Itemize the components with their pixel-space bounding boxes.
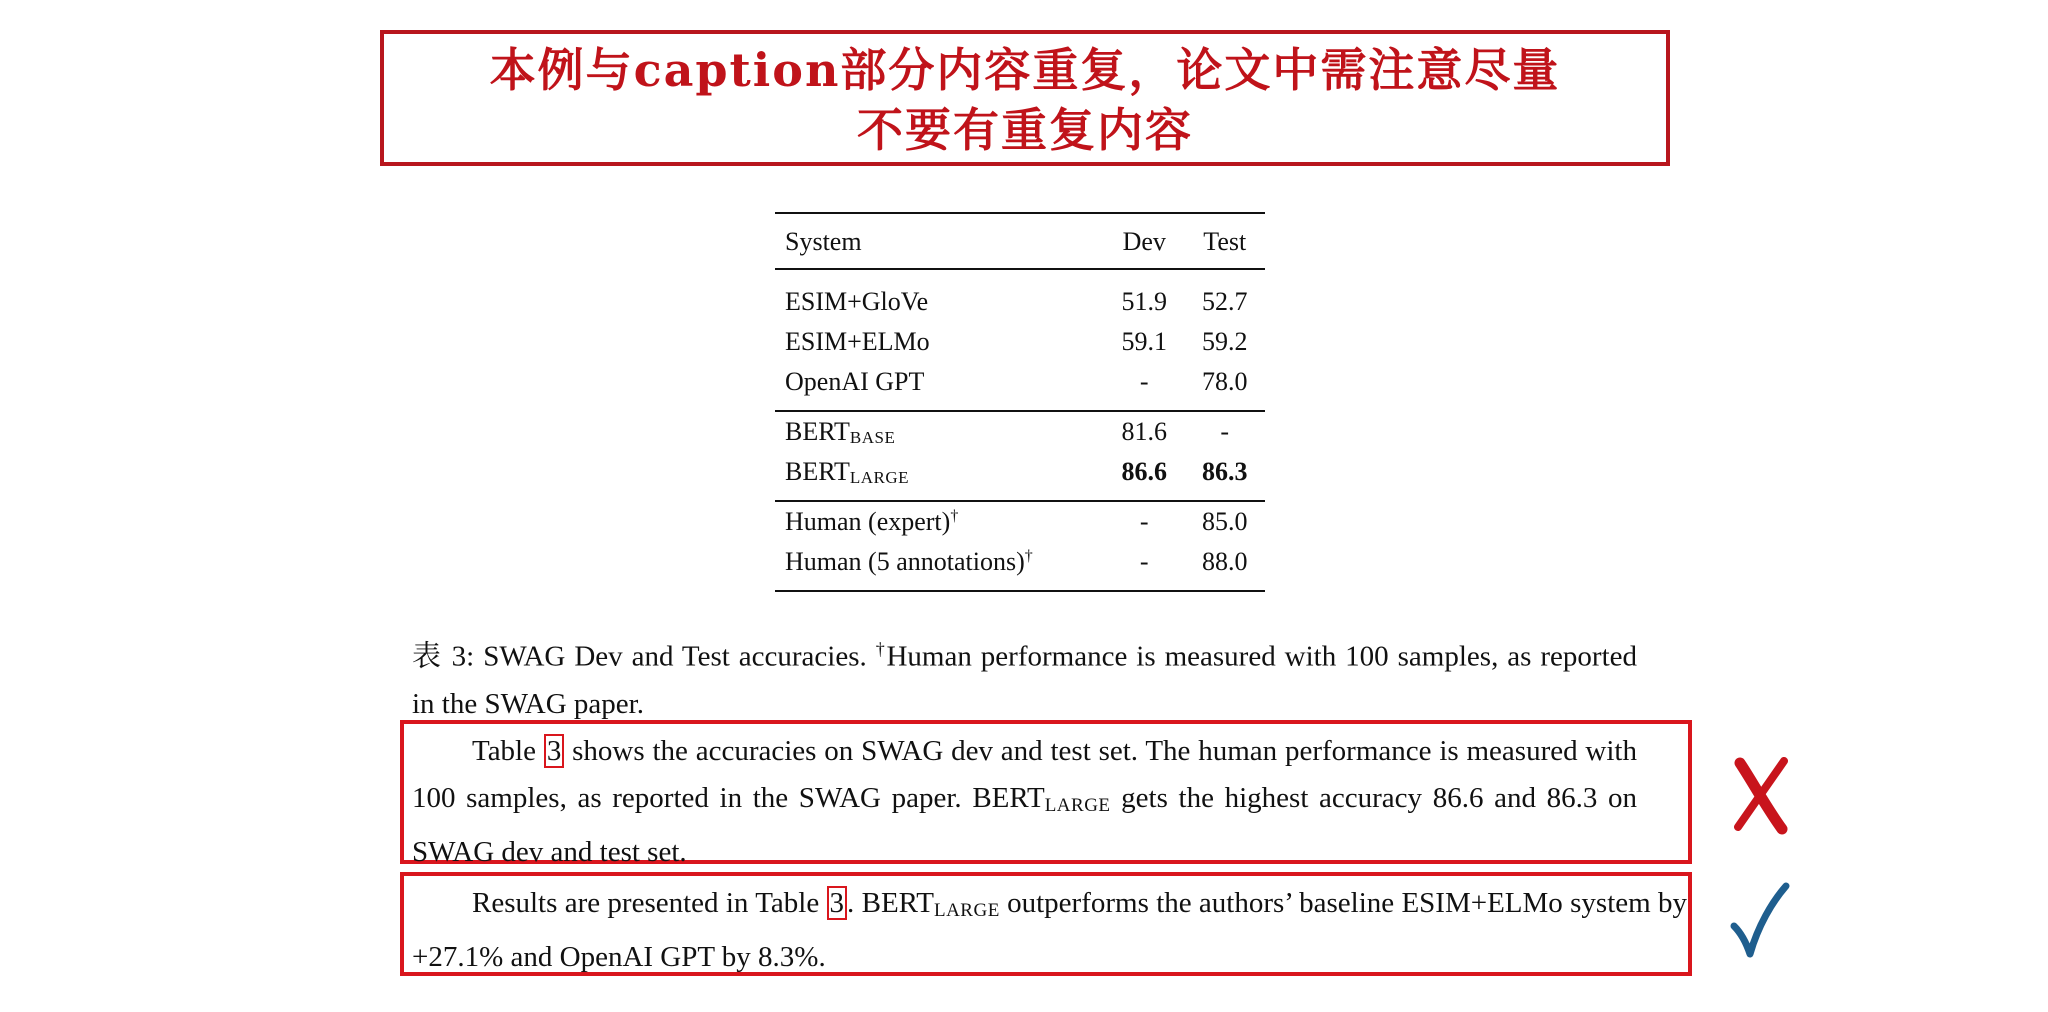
bad-sub: LARGE	[1044, 795, 1111, 816]
bad-pre: Table	[472, 735, 544, 767]
banner-line-1: 本例与caption部分内容重复，论文中需注意尽量	[489, 43, 1561, 97]
system-cell	[775, 269, 1104, 322]
good-sub: LARGE	[933, 900, 1000, 921]
table-row	[775, 501, 1265, 542]
good-mid: . BERT	[847, 887, 934, 919]
system-cell	[775, 542, 1104, 591]
cross-mark-icon	[1730, 755, 1794, 840]
bad-post: gets the highest accuracy 86.6 and 86.3 on SWAG dev and test set.	[412, 782, 1637, 868]
good-table-ref[interactable]: 3	[827, 886, 848, 920]
dev-cell: -	[1139, 507, 1149, 536]
check-mark-icon	[1728, 880, 1792, 965]
dev-cell: 59.1	[1121, 327, 1167, 356]
results-table	[775, 212, 1265, 592]
dev-cell: 81.6	[1121, 417, 1167, 446]
table-row	[775, 362, 1265, 411]
system-name: OpenAI GPT	[785, 367, 925, 396]
header-system: System	[785, 227, 862, 256]
system-name: ESIM+ELMo	[785, 327, 930, 356]
header-test: Test	[1203, 227, 1247, 256]
banner-line-2: 不要有重复内容	[857, 103, 1193, 157]
table-row	[775, 269, 1265, 322]
caption-text-a: SWAG Dev and Test accuracies.	[483, 640, 867, 673]
caption-text-b: Human performance is measured with 100 samples, as reported in the SWAG paper.	[412, 640, 1638, 720]
test-cell: 88.0	[1202, 547, 1248, 576]
dev-cell: -	[1139, 367, 1149, 396]
caption-label: 表 3:	[412, 640, 475, 673]
table-row	[775, 452, 1265, 501]
test-cell: 78.0	[1202, 367, 1248, 396]
header-dev: Dev	[1122, 227, 1166, 256]
good-example-paragraph	[412, 880, 1687, 981]
system-cell	[775, 362, 1104, 411]
test-cell: 86.3	[1202, 457, 1248, 486]
bad-table-ref[interactable]: 3	[544, 734, 565, 768]
system-name: Human (expert)	[785, 507, 951, 536]
test-cell: 85.0	[1202, 507, 1248, 536]
system-name: BERT	[785, 456, 850, 486]
good-pre: Results are presented in Table	[472, 887, 827, 919]
system-dagger: †	[1024, 547, 1033, 565]
bad-mid: shows the accuracies on SWAG dev and test set. The human performance is measured with 100 samples, as reported in the SWAG paper. BERT	[412, 735, 1637, 814]
bad-example-paragraph	[412, 728, 1637, 876]
system-subscript: BASE	[849, 427, 896, 447]
dev-cell: -	[1139, 547, 1149, 576]
table-row	[775, 542, 1265, 591]
test-cell: 52.7	[1202, 287, 1248, 316]
system-name: BERT	[785, 416, 850, 446]
system-name: ESIM+GloVe	[785, 287, 929, 316]
system-cell	[775, 322, 1104, 362]
test-cell: -	[1220, 417, 1230, 446]
table-row	[775, 322, 1265, 362]
system-cell	[775, 452, 1104, 501]
warning-banner	[380, 30, 1670, 166]
table-row	[775, 411, 1265, 452]
system-name: Human (5 annotations)	[785, 547, 1025, 576]
dev-cell: 51.9	[1121, 287, 1167, 316]
system-cell	[775, 411, 1104, 452]
good-post: outperforms the authors’ baseline ESIM+ELMo system by +27.1% and OpenAI GPT by 8.3%.	[412, 887, 1688, 973]
system-dagger: †	[950, 507, 959, 525]
table-caption	[412, 626, 1637, 728]
caption-dagger: †	[875, 639, 887, 659]
dev-cell: 86.6	[1121, 457, 1167, 486]
system-subscript: LARGE	[849, 467, 910, 487]
system-cell	[775, 501, 1104, 542]
test-cell: 59.2	[1202, 327, 1248, 356]
